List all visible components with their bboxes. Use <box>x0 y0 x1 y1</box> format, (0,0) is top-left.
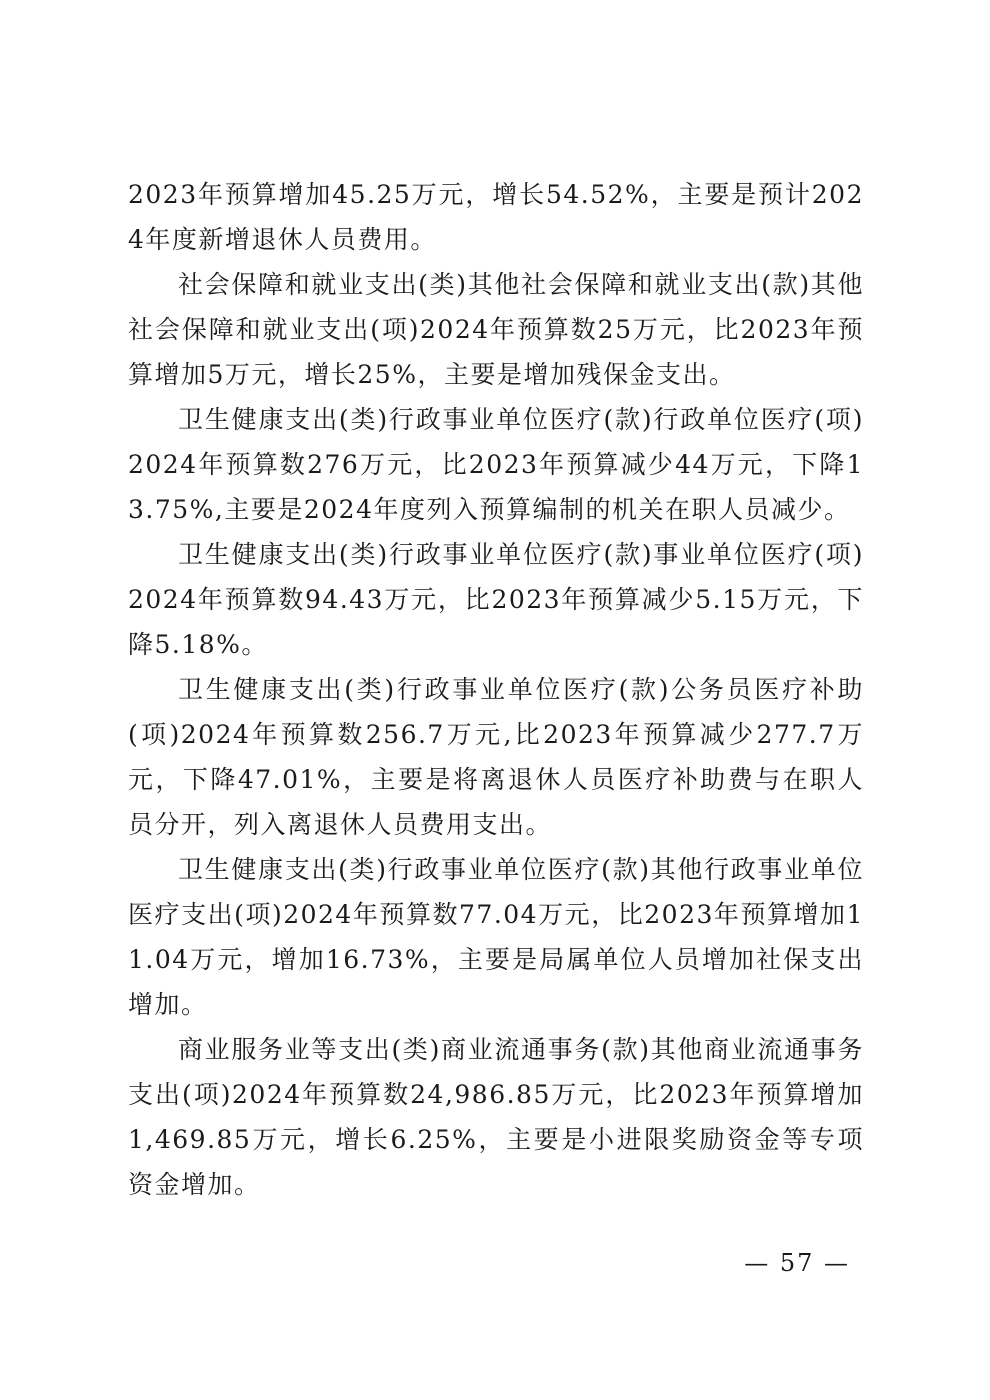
body-text <box>128 172 864 1207</box>
paragraph-social-security: 社会保障和就业支出(类)其他社会保障和就业支出(款)其他社会保障和就业支出(项)2024年预算数25万元，比2023年预算增加5万元，增长25%，主要是增加残保金支出。 <box>128 270 864 389</box>
paragraph-civil-servant-medical: 卫生健康支出(类)行政事业单位医疗(款)公务员医疗补助(项)2024年预算数256.7万元,比2023年预算减少277.7万元，下降47.01%，主要是将离退休人员医疗补助费与在职人员分开，列入离退休人员费用支出。 <box>128 675 864 839</box>
paragraph-admin-medical: 卫生健康支出(类)行政事业单位医疗(款)行政单位医疗(项)2024年预算数276万元，比2023年预算减少44万元，下降13.75%,主要是2024年度列入预算编制的机关在职人员减少。 <box>128 405 864 524</box>
paragraph-commerce: 商业服务业等支出(类)商业流通事务(款)其他商业流通事务支出(项)2024年预算数24,986.85万元，比2023年预算增加1,469.85万元，增长6.25%，主要是小进限奖励资金等专项资金增加。 <box>128 1035 864 1199</box>
paragraph-other-medical: 卫生健康支出(类)行政事业单位医疗(款)其他行政事业单位医疗支出(项)2024年预算数77.04万元，比2023年预算增加11.04万元，增加16.73%，主要是局属单位人员增加社保支出增加。 <box>128 855 864 1019</box>
page-number: — 57 — <box>744 1249 850 1277</box>
paragraph-continued: 2023年预算增加45.25万元，增长54.52%，主要是预计2024年度新增退休人员费用。 <box>128 180 864 254</box>
paragraph-institution-medical: 卫生健康支出(类)行政事业单位医疗(款)事业单位医疗(项)2024年预算数94.43万元，比2023年预算减少5.15万元，下降5.18%。 <box>128 540 864 659</box>
